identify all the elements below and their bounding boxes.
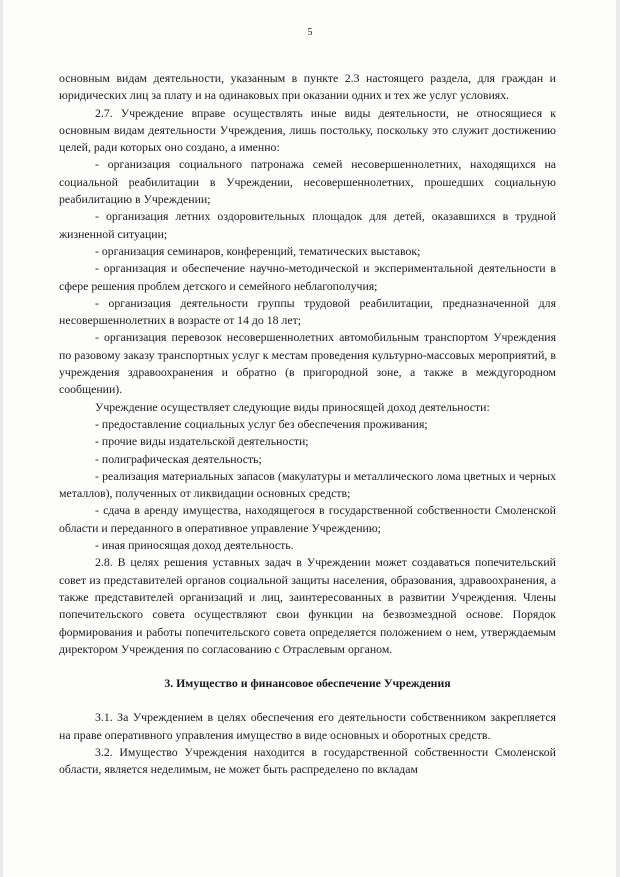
page-number: 5 xyxy=(307,27,313,38)
paragraph: - иная приносящая доход деятельность. xyxy=(95,538,294,553)
paragraph: - сдача в аренду имущества, находящегося в государственной собственности Смоленской области и переданного в оперативное управление Учреждению; xyxy=(59,503,556,535)
paragraph: Учреждение осуществляет следующие виды приносящей доход деятельности: xyxy=(95,399,490,414)
paragraph: 3.2. Имущество Учреждения находится в государственной собственности Смоленской области, является неделимым, не может быть распределено по вкладам xyxy=(59,744,556,777)
paragraph: - организация социального патронажа семей несовершеннолетних, находящихся на социальной реабилитации в Учреждении, несовершеннолетних, прошедших социальную реабилитацию в Учреждении; xyxy=(59,157,556,207)
scan-edge xyxy=(616,0,620,877)
paragraph-list xyxy=(59,70,556,658)
paragraph: - предоставление социальных услуг без обеспечения проживания; xyxy=(95,416,428,431)
paragraph: 2.8. В целях решения уставных задач в Учреждении может создаваться попечительский совет из представителей органов социальной защиты населения, образования, здравоохранения, а также представителей организаций и лиц, заинтересованных в развитии Учреждения. Члены попечительского совета осуществляют свои функции на безвозмездной основе. Порядок формирования и работы попечительского совета определяется положением о нем, утверждаемым директором Учреждения по согласованию с Отраслевым органом. xyxy=(59,555,556,656)
paragraph: 2.7. Учреждение вправе осуществлять иные виды деятельности, не относящиеся к основным видам деятельности Учреждения, лишь постольку, поскольку это служит достижению целей, ради которых оно создано, а именно: xyxy=(59,105,556,155)
paragraph: - полиграфическая деятельность; xyxy=(95,451,262,466)
paragraph: 3.1. За Учреждением в целях обеспечения его деятельности собственником закрепляется на праве оперативного управления имущество в виде основных и оборотных средств. xyxy=(59,710,556,742)
paragraph: - реализация материальных запасов (макулатуры и металлического лома цветных и черных металлов), полученных от ликвидации основных средств; xyxy=(59,468,556,501)
scan-edge xyxy=(0,0,3,877)
paragraph: - организация деятельности группы трудовой реабилитации, предназначенной для несовершеннолетних в возрасте от 14 до 18 лет; xyxy=(59,295,556,328)
paragraph: основным видам деятельности, указанным в пункте 2.3 настоящего раздела, для граждан и юридических лиц за плату и на одинаковых при оказании одних и тех же услуг условиях. xyxy=(59,71,556,103)
paragraph: - организация и обеспечение научно-методической и экспериментальной деятельности в сфере решения проблем детского и семейного неблагополучия; xyxy=(59,261,556,293)
paragraph: - организация перевозок несовершеннолетних автомобильным транспортом Учреждения по разовому заказу транспортных услуг к местам проведения культурно-массовых мероприятий, в учреждения здравоохранения и обратно (в пригородной зоне, а также в междугородном сообщении). xyxy=(59,330,556,397)
section-paragraph-list xyxy=(59,709,556,778)
paragraph: - прочие виды издательской деятельности; xyxy=(95,434,309,449)
section-heading: 3. Имущество и финансовое обеспечение Учреждения xyxy=(164,676,451,691)
paragraph: - организация летних оздоровительных площадок для детей, оказавшихся в трудной жизненной ситуации; xyxy=(59,209,556,241)
document-body xyxy=(59,70,556,779)
paragraph: - организация семинаров, конференций, тематических выставок; xyxy=(95,243,421,258)
